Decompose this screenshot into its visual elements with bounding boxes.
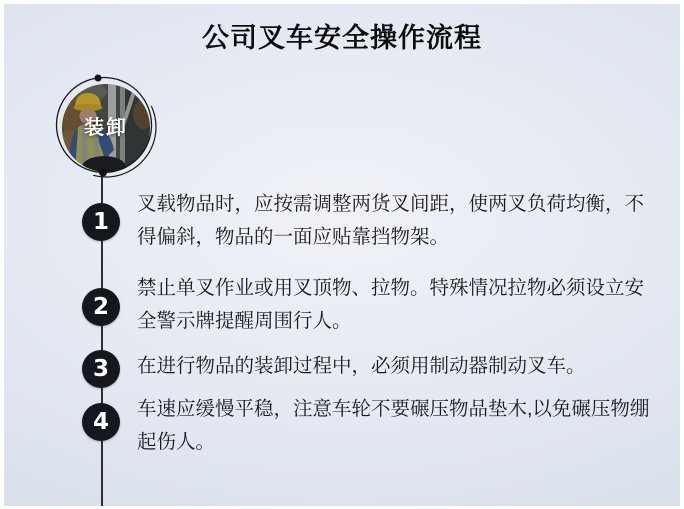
step-text: 叉载物品时，应按需调整两货叉间距，使两叉负荷均衡，不得偏斜，物品的一面应贴靠挡物架。 (137, 193, 645, 248)
badge-label: 装卸 (84, 117, 128, 139)
step-text: 在进行物品的装卸过程中，必须用制动器制动叉车。 (137, 355, 586, 377)
step-number-badge: 3 (82, 350, 120, 388)
decor-dot-top (95, 75, 102, 82)
step-text: 禁止单叉作业或用叉顶物、拉物。特殊情况拉物必须设立安全警示牌提醒周围行人。 (137, 277, 645, 332)
step-text: 车速应缓慢平稳，注意车轮不要碾压物品垫木,以免碾压物绷起伤人。 (137, 398, 650, 453)
decor-dot-bottom (99, 169, 107, 177)
step-number-badge: 2 (82, 288, 120, 326)
step-number-badge: 1 (82, 203, 120, 241)
step-number-badge: 4 (82, 403, 120, 441)
page-title: 公司叉车安全操作流程 (202, 23, 482, 53)
